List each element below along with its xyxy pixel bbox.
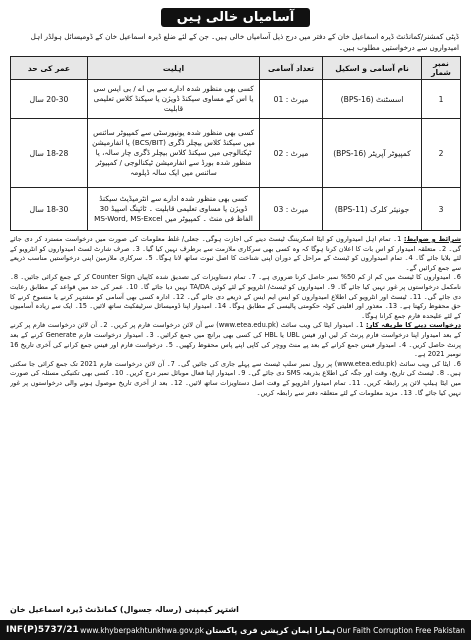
terms-heading: شرائط و ضوابط: — [403, 235, 461, 243]
table-row — [11, 188, 461, 231]
row-age: 20-30 سال — [11, 80, 88, 119]
terms-paragraph: 1۔ تمام اہل امیدواروں کو ایٹا اسکریننگ ٹیسٹ دینے کی اجازت ہوگی۔ جعلی/ غلط معلومات کی صورت میں درخواست مسترد کر دی جائے گی۔ 2۔ متعلقہ امیدوار کو اس بات کا اعلان کرنا ہوگا کہ وہ کسی بھی سرکاری ملازمت سے برطرف نہیں کیا گیا۔ 3۔ صرف شارٹ لسٹ امیدواروں کو انٹرویو کے لئے بلایا جائے گا۔ 4۔ تمام امیدواروں کو ٹیسٹ کے مراحل کے دوران اپنی شناخت کا اصل ثبوت ساتھ لانا ہوگا۔ 5۔ سرکاری ملازمین اپنی درخواستیں مناسب ذریعے سے جمع کرائیں گے۔ — [10, 235, 461, 272]
row-serial: 1 — [422, 80, 461, 119]
header-post: نام آسامی و اسکیل — [323, 57, 422, 80]
row-age: 18-28 سال — [11, 119, 88, 188]
apply-heading: درخواست دینے کا طریقہ کار: — [365, 321, 461, 330]
page-title: آسامیاں خالی ہیں — [161, 8, 310, 27]
row-serial: 2 — [422, 119, 461, 188]
table-row — [11, 80, 461, 119]
footer-bar — [0, 620, 471, 640]
title-banner — [10, 6, 461, 28]
intro-text: ڈپٹی کمشنر/کمانڈنٹ ڈیرہ اسماعیل خان کے دفتر میں درج ذیل آسامیاں خالی ہیں۔ جن کے لئے ضلع ڈیرہ اسماعیل خان کے ڈومیسائل ہولڈر اہل امیدواروں سے درخواستیں مطلوب ہیں۔ — [30, 32, 459, 52]
website-link[interactable]: www.khyberpakhtunkhwa.gov.pk — [80, 625, 204, 635]
slogan-english: Our Faith Corruption Free Pakistan — [336, 625, 465, 635]
row-serial: 3 — [422, 188, 461, 231]
row-post: جونیئر کلرک (BPS-11) — [323, 188, 422, 231]
header-qualification: اہلیت — [88, 57, 260, 80]
reference-number: INF(P)5737/21 — [6, 625, 79, 635]
header-serial: نمبر شمار — [422, 57, 461, 80]
vacancies-table — [10, 56, 461, 231]
table-row — [11, 119, 461, 188]
row-qualification: کسی بھی منظور شدہ ادارے سے بی اے / بی ایس سی یا اس کے مساوی سیکنڈ ڈویژن یا سیکنڈ کلاس تعلیمی قابلیت — [88, 80, 260, 119]
row-count: میرٹ : 02 — [260, 119, 323, 188]
header-count: تعداد آسامی — [260, 57, 323, 80]
row-count: میرٹ : 01 — [260, 80, 323, 119]
row-post: کمپیوٹر آپریٹر (BPS-16) — [323, 119, 422, 188]
header-age: عمر کی حد — [11, 57, 88, 80]
row-count: میرٹ : 03 — [260, 188, 323, 231]
terms-paragraph: 6۔ امیدواروں کا ٹیسٹ میں کم از کم 50% نمبر حاصل کرنا ضروری ہے۔ 7۔ تمام دستاویزات کی تصدیق شدہ کاپیاں Counter Sign کر کے جمع کرائی جائیں۔ 8۔ نامکمل درخواستوں پر غور نہیں کیا جائے گا۔ 9۔ امیدواروں کو ٹیسٹ/ انٹرویو کے لئے کوئی TA/DA نہیں دیا جائے گا۔ 10۔ عمر کی حد میں قواعد کے مطابق رعایت دی جائے گی۔ 11۔ ٹیسٹ اور انٹرویو کی اطلاع امیدواروں کو ایس ایم ایس کے ذریعے دی جائے گی۔ 12۔ ادارہ کسی بھی آسامی کو مشتہر کرنے یا منسوخ کرنے کا حق محفوظ رکھتا ہے۔ 13۔ معذور اور اقلیتی کوٹہ حکومتی پالیسی کے مطابق ہوگا۔ 14۔ امیدوار اپنا ڈومیسائل سرٹیفکیٹ ساتھ لائیں۔ 15۔ ایک سے زیادہ آسامیوں کے لئے علیحدہ فارم جمع کرانا ہوگا۔ — [10, 273, 461, 320]
row-age: 18-30 سال — [11, 188, 88, 231]
apply-paragraph: 6۔ ایٹا کی ویب سائٹ (www.etea.edu.pk) پر رول نمبر سلپ ٹیسٹ سے پہلے جاری کی جائیں گی۔ 7۔ آن لائن درخواست فارم 2021 تک جمع کرائی جا سکتی ہیں۔ 8۔ ٹیسٹ کی تاریخ، وقت اور جگہ کی اطلاع بذریعہ SMS دی جائے گی۔ 9۔ امیدوار اپنا فعال موبائل نمبر درج کریں۔ 10۔ کسی بھی تکنیکی مسئلہ کی صورت میں ایٹا ہیلپ لائن پر رابطہ کریں۔ 11۔ تمام امیدوار انٹرویو کے وقت اصل دستاویزات ساتھ لائیں۔ 12۔ بعد از آخری تاریخ موصول ہونے والی درخواستوں پر غور نہیں کیا جائے گا۔ 13۔ مزید معلومات کے لئے متعلقہ دفتر سے رابطہ کریں۔ — [10, 359, 461, 397]
row-qualification: کسی بھی منظور شدہ یونیورسٹی سے کمپیوٹر سائنس میں سیکنڈ کلاس بیچلر ڈگری (BCS/BIT) یا انفارمیشن ٹیکنالوجی میں سیکنڈ کلاس بیچلر ڈگری چار سالہ، یا منظور شدہ بورڈ سے انفارمیشن ٹیکنالوجی / کمپیوٹر سائنس میں ایک سالہ ڈپلومہ — [88, 119, 260, 188]
terms-section — [10, 235, 461, 603]
apply-paragraph: 1۔ امیدوار ایٹا کی ویب سائٹ (www.etea.edu.pk) سے آن لائن درخواست فارم پر کریں۔ 2۔ آن لائن درخواست فارم پر کرنے کے بعد امیدوار اپنا درخواست فارم پرنٹ کر لیں اور فیس UBL یا HBL کی کسی بھی برانچ میں جمع کرائیں۔ 3۔ امیدوار درخواست فارم Generate کرنے کے بعد پرنٹ حاصل کریں۔ 4۔ امیدوار فیس جمع کرانے کے بعد پے منٹ ووچر کی کاپی اپنے پاس محفوظ رکھیں۔ 5۔ درخواست فارم اور فیس جمع کرانے کی آخری تاریخ 16 نومبر 2021 ہے۔ — [10, 321, 461, 359]
row-post: اسسٹنٹ (BPS-16) — [323, 80, 422, 119]
row-qualification: کسی بھی منظور شدہ ادارے سے انٹرمیڈیٹ سیکنڈ ڈویژن یا مساوی تعلیمی قابلیت ۔ ٹائپنگ اسپیڈ 30 الفاظ فی منٹ ۔ کمپیوٹر میں MS-Word, MS-Excel — [88, 188, 260, 231]
signature-line: اشتہر کیمپنی (رسالہ جسوال) کمانڈنٹ ڈیرہ اسماعیل خان — [10, 605, 239, 614]
table-header-row — [11, 57, 461, 80]
slogan-urdu: ہمارا ایمان کرپشن فری پاکستان — [205, 625, 336, 635]
